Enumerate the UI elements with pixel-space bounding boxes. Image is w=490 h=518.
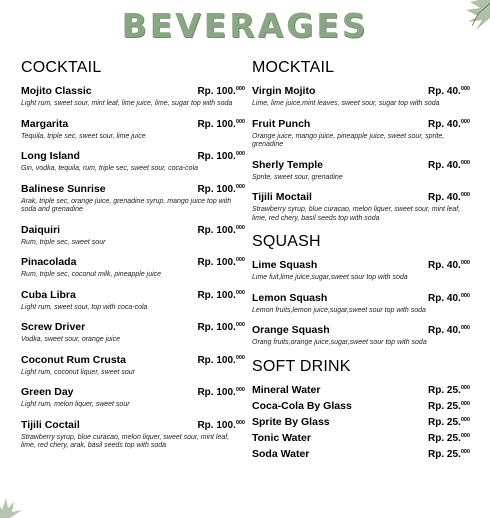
leaf-decoration-icon <box>0 492 24 518</box>
menu-item-row <box>252 85 470 97</box>
menu-item-name: Tonic Water <box>252 431 311 444</box>
price-cents: 000 <box>235 322 245 328</box>
menu-item-name: Lime Squash <box>252 259 318 271</box>
menu-item-row <box>252 384 470 396</box>
menu-item <box>21 150 245 174</box>
menu-item-description: Sprite, sweet sour, grenadine <box>252 173 343 181</box>
price-main: Rp. 100. <box>197 419 236 431</box>
menu-item-name: Virgin Mojito <box>252 85 316 97</box>
price-main: Rp. 25. <box>428 400 461 412</box>
price-cents: 000 <box>235 354 245 361</box>
menu-item-description: Rum, triple sec, coconut milk, pineapple juice <box>21 271 162 278</box>
menu-item-price <box>197 151 245 162</box>
price-cents: 000 <box>460 118 470 125</box>
menu-item <box>252 400 470 412</box>
menu-item-price <box>428 86 470 97</box>
menu-item-price <box>428 385 470 396</box>
menu-item-description: Light rum, melon liquer, sweet sour <box>21 401 130 408</box>
menu-item-row <box>252 448 470 460</box>
menu-item-price <box>428 260 470 271</box>
menu-item <box>21 354 245 378</box>
menu-item-price <box>428 417 470 428</box>
cocktail-column <box>21 58 245 460</box>
menu-item-price <box>428 325 470 336</box>
menu-item <box>21 321 245 345</box>
menu-item-name: Mojito Classic <box>21 85 92 97</box>
menu-item-row <box>21 85 245 97</box>
price-main: Rp. 100. <box>197 289 236 301</box>
price-main: Rp. 25. <box>428 448 461 460</box>
menu-item <box>21 85 245 109</box>
menu-item-name: Daiquiri <box>21 223 61 236</box>
menu-item <box>21 224 245 248</box>
price-cents: 000 <box>235 118 245 125</box>
price-cents: 000 <box>460 192 470 198</box>
menu-item <box>252 159 470 183</box>
menu-item-name: Orange Squash <box>252 324 330 336</box>
menu-item <box>252 384 470 396</box>
menu-item <box>252 85 470 109</box>
menu-item-name: Sprite By Glass <box>252 415 330 428</box>
menu-item-price <box>428 433 470 444</box>
price-main: Rp. 100. <box>197 354 236 366</box>
menu-item-row <box>21 386 245 398</box>
menu-item-description: Lime, lime juice,mint leaves, sweet sour, sugar top with soda <box>252 100 440 107</box>
price-cents: 000 <box>460 292 470 299</box>
menu-item-price <box>428 160 470 171</box>
menu-item-row <box>252 259 470 271</box>
menu-item-price <box>428 449 470 460</box>
price-cents: 000 <box>235 183 245 190</box>
menu-item-row <box>21 150 245 162</box>
price-main: Rp. 100. <box>197 322 236 333</box>
menu-item-name: Balinese Sunrise <box>21 182 106 195</box>
menu-item-description: Light rum, sweet sour, top with coca-cola <box>21 303 148 311</box>
menu-item <box>21 118 245 142</box>
price-cents: 000 <box>460 325 470 331</box>
menu-item <box>21 419 245 451</box>
menu-item-description: Strawberry syrup, blue curacao, melon liquer, sweet sour, mint leaf, lime, red chery, basil seeds top with soda <box>252 206 461 222</box>
mocktail-heading: MOCKTAIL <box>252 59 335 76</box>
menu-item-price <box>197 119 245 130</box>
price-cents: 000 <box>460 159 470 166</box>
menu-item-name: Coconut Rum Crusta <box>21 353 126 366</box>
price-main: Rp. 40. <box>428 260 461 271</box>
menu-item-price <box>197 290 245 301</box>
menu-item-description: Vodka, sweet sour, orange juice <box>21 336 120 343</box>
price-main: Rp. 100. <box>197 151 236 162</box>
price-main: Rp. 40. <box>428 159 461 171</box>
cocktail-list <box>21 85 245 451</box>
menu-item-row <box>21 183 245 195</box>
price-main: Rp. 100. <box>197 183 236 195</box>
menu-item <box>21 183 245 215</box>
price-main: Rp. 25. <box>428 432 461 444</box>
menu-item-row <box>21 419 245 431</box>
menu-item-name: Sherly Temple <box>252 158 323 171</box>
soft-drink-heading: SOFT DRINK <box>252 357 351 375</box>
price-cents: 000 <box>235 257 245 263</box>
menu-item-row <box>21 118 245 130</box>
menu-item-price <box>197 387 245 398</box>
price-main: Rp. 100. <box>197 118 236 130</box>
menu-item-row <box>21 256 245 268</box>
menu-item-price <box>428 192 470 203</box>
price-cents: 000 <box>235 224 245 231</box>
menu-item-row <box>252 191 470 203</box>
menu-item-price <box>428 401 470 412</box>
price-main: Rp. 100. <box>197 387 236 398</box>
menu-item-description: Lemon fruits,lemon juice,sugar,sweet sour top with soda <box>252 306 426 314</box>
menu-item-price <box>428 293 470 304</box>
menu-item-description: Orang fruits,orange juice,sugar,sweet sour top with soda <box>252 339 427 346</box>
menu-item-name: Soda Water <box>252 447 310 460</box>
menu-item-name: Screw Driver <box>21 321 86 333</box>
menu-item-price <box>197 355 245 366</box>
menu-item-row <box>252 118 470 130</box>
price-main: Rp. 40. <box>428 192 461 203</box>
menu-item-row <box>252 416 470 428</box>
price-cents: 000 <box>460 86 470 92</box>
menu-item-row <box>252 400 470 412</box>
menu-item <box>252 191 470 223</box>
price-main: Rp. 40. <box>428 292 461 304</box>
menu-item-description: Rum, triple sec, sweet sour <box>21 238 106 246</box>
mocktail-list <box>252 85 470 223</box>
menu-item-row <box>21 224 245 236</box>
menu-item-description: Lime fuit,lime juice,sugar,sweet sour top with soda <box>252 274 408 281</box>
price-cents: 000 <box>235 419 245 426</box>
squash-list <box>252 259 470 348</box>
menu-item-description: Gin, vodka, tequila, rum, triple sec, sweet sour, coca-cola <box>21 165 199 172</box>
price-main: Rp. 40. <box>428 86 461 97</box>
menu-item-price <box>197 322 245 333</box>
menu-item-price <box>197 420 245 431</box>
page-title: BEVERAGES <box>121 6 369 45</box>
menu-item-name: Lemon Squash <box>252 291 328 304</box>
menu-item <box>252 259 470 283</box>
price-main: Rp. 100. <box>197 257 236 268</box>
menu-item-description: Light rum, coconut liquer, sweet sour <box>21 368 136 376</box>
price-main: Rp. 25. <box>428 384 461 396</box>
menu-item-row <box>252 292 470 304</box>
price-main: Rp. 40. <box>428 325 461 336</box>
menu-item <box>252 324 470 348</box>
menu-item-row <box>21 289 245 301</box>
menu-item-name: Mineral Water <box>252 383 321 396</box>
menu-item-name: Fruit Punch <box>252 117 311 130</box>
menu-item-description: Arak, triple sec, orange juice, grenadine syrup, mango juice top with soda and grenadine <box>21 197 232 213</box>
price-cents: 000 <box>235 151 245 157</box>
menu-item-name: Tijili Coctail <box>21 418 80 431</box>
menu-item-row <box>252 159 470 171</box>
menu-item-name: Coca-Cola By Glass <box>252 399 352 412</box>
menu-item-price <box>197 257 245 268</box>
menu-item-price <box>197 86 245 97</box>
price-main: Rp. 100. <box>197 224 236 236</box>
menu-item-name: Tijili Moctail <box>252 191 312 203</box>
price-cents: 000 <box>235 289 245 296</box>
menu-item-description: Tequila, triple sec, sweet sour, lime juice <box>21 132 146 140</box>
price-cents: 000 <box>460 448 470 455</box>
price-cents: 000 <box>460 260 470 266</box>
price-cents: 000 <box>235 86 245 92</box>
price-cents: 000 <box>460 400 470 407</box>
menu-item-description: Light rum, sweet sour, mint leaf, lime juice, lime, sugar top with soda <box>21 100 233 107</box>
price-main: Rp. 25. <box>428 416 461 428</box>
menu-item-name: Cuba Libra <box>21 288 76 301</box>
menu-item <box>252 416 470 428</box>
menu-item-name: Long Island <box>21 150 80 162</box>
menu-item <box>252 448 470 460</box>
menu-item <box>252 432 470 444</box>
price-cents: 000 <box>460 416 470 423</box>
price-cents: 000 <box>460 384 470 391</box>
soft-drink-list <box>252 384 470 460</box>
menu-item-row <box>21 354 245 366</box>
menu-item <box>21 256 245 280</box>
menu-item-row <box>252 432 470 444</box>
menu-item-description: Orange juice, mango juice, pineapple juice, sweet sour, sprite, grenadine <box>252 132 445 148</box>
menu-item <box>21 289 245 313</box>
menu-item-price <box>197 184 245 195</box>
menu-item-description: Strawberry syrup, blue curacao, melon liquer, sweet sour, mint leaf, lime, red chery, arak, basil seeds top with soda <box>21 433 230 449</box>
menu-item-name: Green Day <box>21 386 74 398</box>
menu-item-row <box>252 324 470 336</box>
menu-item <box>21 386 245 410</box>
price-cents: 000 <box>235 387 245 393</box>
cocktail-heading: COCKTAIL <box>21 59 102 76</box>
menu-item-price <box>428 119 470 130</box>
price-cents: 000 <box>460 432 470 439</box>
squash-heading: SQUASH <box>252 233 321 250</box>
menu-item <box>252 118 470 150</box>
menu-item-row <box>21 321 245 333</box>
menu-item <box>252 292 470 316</box>
right-column <box>252 58 470 464</box>
price-main: Rp. 100. <box>197 86 236 97</box>
price-main: Rp. 40. <box>428 118 461 130</box>
menu-item-name: Pinacolada <box>21 256 77 268</box>
menu-item-price <box>197 225 245 236</box>
menu-item-name: Margarita <box>21 117 69 130</box>
